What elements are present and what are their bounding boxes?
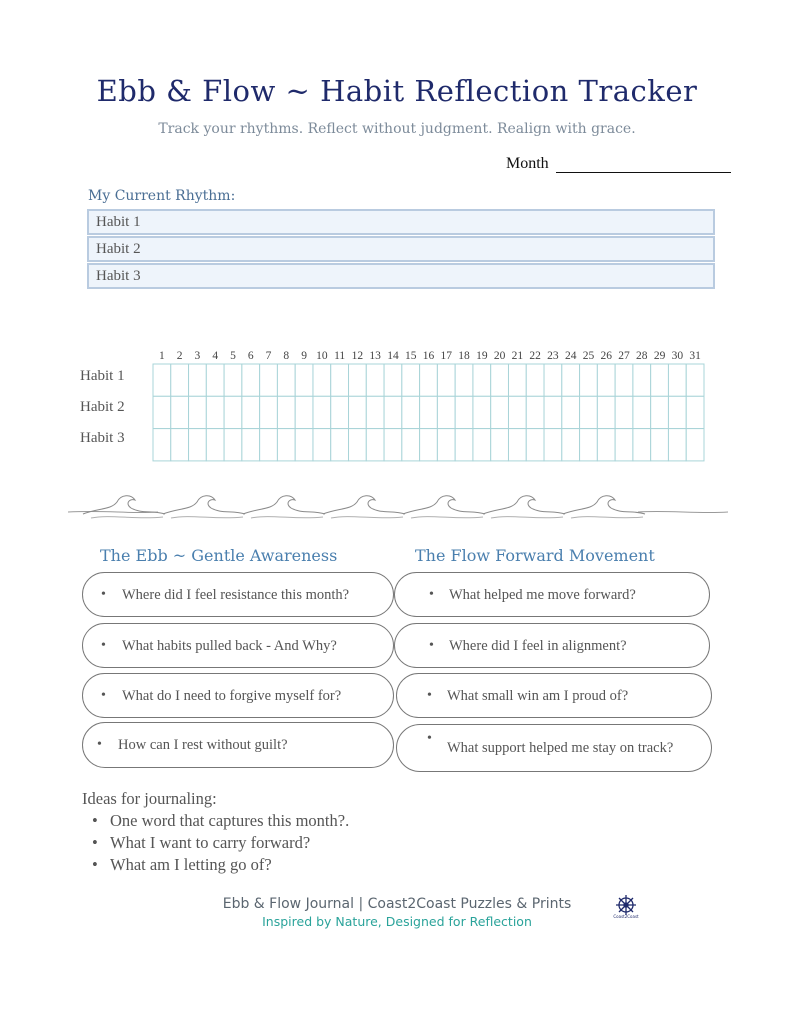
tracker-cell[interactable] xyxy=(153,429,171,461)
day-number: 22 xyxy=(529,350,541,362)
wave-shape xyxy=(571,517,643,518)
ship-wheel-logo-icon xyxy=(608,893,644,929)
tracker-cell[interactable] xyxy=(313,396,331,428)
tracker-cell[interactable] xyxy=(331,396,349,428)
bullet-icon: • xyxy=(101,687,106,703)
bullet-icon: • xyxy=(97,737,102,752)
ebb-prompt-text: What do I need to forgive myself for? xyxy=(122,687,342,704)
tracker-cell[interactable] xyxy=(491,364,509,396)
day-number: 9 xyxy=(301,350,307,362)
tracker-cell[interactable] xyxy=(224,364,242,396)
day-number: 26 xyxy=(600,350,612,362)
day-number: 8 xyxy=(283,350,290,362)
tracker-cell[interactable] xyxy=(331,429,349,461)
wave-shape xyxy=(331,517,403,518)
tracker-cell[interactable] xyxy=(526,396,544,428)
idea-item xyxy=(92,811,349,831)
day-number: 12 xyxy=(351,350,364,362)
tracker-cell[interactable] xyxy=(366,429,384,461)
wave-shape xyxy=(563,496,645,514)
tracker-cell[interactable] xyxy=(277,364,295,396)
day-number: 1 xyxy=(159,350,165,362)
tracker-cell[interactable] xyxy=(189,396,207,428)
idea-item xyxy=(92,833,310,853)
day-number: 4 xyxy=(212,350,219,362)
tracker-cell[interactable] xyxy=(260,429,278,461)
bullet-icon: • xyxy=(427,687,432,703)
tracker-cell[interactable] xyxy=(313,364,331,396)
tracker-cell[interactable] xyxy=(597,396,615,428)
tracker-cell[interactable] xyxy=(580,396,598,428)
wave-shape xyxy=(491,517,563,518)
tracker-cell[interactable] xyxy=(420,396,438,428)
tracker-cell[interactable] xyxy=(526,429,544,461)
idea-text: What am I letting go of? xyxy=(110,855,272,874)
bullet-icon: • xyxy=(101,586,106,602)
tracker-cell[interactable] xyxy=(384,364,402,396)
tracker-cell[interactable] xyxy=(171,396,189,428)
wave-shape xyxy=(91,517,163,518)
tracker-cell[interactable] xyxy=(260,396,278,428)
habit-field-1[interactable]: Habit 1 xyxy=(87,209,715,235)
tracker-cell[interactable] xyxy=(562,396,580,428)
tracker-cell[interactable] xyxy=(544,429,562,461)
tracker-cell[interactable] xyxy=(615,396,633,428)
tracker-row-label: Habit 1 xyxy=(80,368,125,384)
day-number: 21 xyxy=(511,350,524,362)
footer-tagline: Inspired by Nature, Designed for Reflection xyxy=(262,914,532,929)
day-number: 16 xyxy=(422,350,435,362)
tracker-cell[interactable] xyxy=(651,429,669,461)
tracker-cell[interactable] xyxy=(491,396,509,428)
tracker-cell[interactable] xyxy=(295,396,313,428)
tracker-cell[interactable] xyxy=(402,396,420,428)
tracker-cell[interactable] xyxy=(455,429,473,461)
day-number: 14 xyxy=(387,350,399,362)
tracker-cell[interactable] xyxy=(420,429,438,461)
tracker-cell[interactable] xyxy=(526,364,544,396)
tracker-cell[interactable] xyxy=(153,396,171,428)
tracker-cell[interactable] xyxy=(544,396,562,428)
footer-brand: Ebb & Flow Journal | Coast2Coast Puzzles & Prints xyxy=(222,896,572,912)
tracker-cell[interactable] xyxy=(402,364,420,396)
month-label: Month xyxy=(506,155,549,172)
tracker-cell[interactable] xyxy=(615,364,633,396)
tracker-cell[interactable] xyxy=(508,429,526,461)
tracker-cell[interactable] xyxy=(473,396,491,428)
tracker-cell[interactable] xyxy=(349,429,367,461)
wave-shape xyxy=(171,517,243,518)
tracker-cell[interactable] xyxy=(242,364,260,396)
day-number: 6 xyxy=(247,350,254,362)
tracker-cell[interactable] xyxy=(651,364,669,396)
tracker-cell[interactable] xyxy=(384,396,402,428)
tracker-cell[interactable] xyxy=(633,364,651,396)
tracker-cell[interactable] xyxy=(277,429,295,461)
tracker-cell[interactable] xyxy=(615,429,633,461)
tracker-cell[interactable] xyxy=(242,396,260,428)
wave-shape xyxy=(251,517,323,518)
tracker-cell[interactable] xyxy=(633,396,651,428)
tracker-cell[interactable] xyxy=(455,396,473,428)
ebb-prompt-text: How can I rest without guilt? xyxy=(118,737,288,753)
day-number: 7 xyxy=(265,350,272,362)
day-number: 13 xyxy=(369,350,381,362)
day-number: 17 xyxy=(440,350,453,362)
tracker-cell[interactable] xyxy=(580,429,598,461)
tracker-cell[interactable] xyxy=(562,364,580,396)
habit-field-3[interactable]: Habit 3 xyxy=(87,263,715,289)
bullet-icon: • xyxy=(92,855,98,874)
flow-prompt-text: What small win am I proud of? xyxy=(447,687,629,704)
wave-shape xyxy=(411,517,483,518)
tracker-cell[interactable] xyxy=(420,364,438,396)
tracker-cell[interactable] xyxy=(260,364,278,396)
day-number: 24 xyxy=(564,350,577,362)
day-number: 10 xyxy=(316,350,328,362)
flow-prompt[interactable] xyxy=(396,673,712,718)
tracker-cell[interactable] xyxy=(331,364,349,396)
flow-prompt-text: Where did I feel in alignment? xyxy=(449,637,627,654)
wave-shape xyxy=(483,496,565,514)
day-number: 15 xyxy=(404,350,417,362)
idea-item xyxy=(92,855,272,875)
tracker-cell[interactable] xyxy=(544,364,562,396)
tracker-cell[interactable] xyxy=(437,396,455,428)
tracker-cell[interactable] xyxy=(349,364,367,396)
tracker-cell[interactable] xyxy=(491,429,509,461)
tracker-cell[interactable] xyxy=(349,396,367,428)
tracker-cell[interactable] xyxy=(295,429,313,461)
tracker-cell[interactable] xyxy=(580,364,598,396)
tracker-cell[interactable] xyxy=(668,429,686,461)
day-number: 29 xyxy=(653,350,666,362)
wave-shape xyxy=(323,496,405,514)
bullet-icon: • xyxy=(92,811,98,830)
page-title: Ebb & Flow ~ Habit Reflection Tracker xyxy=(96,74,698,108)
day-number: 3 xyxy=(194,350,201,362)
page-subtitle: Track your rhythms. Reflect without judgment. Realign with grace. xyxy=(158,121,636,137)
tracker-row-label: Habit 2 xyxy=(80,399,125,415)
tracker-cell[interactable] xyxy=(206,396,224,428)
tracker-cell[interactable] xyxy=(242,429,260,461)
tracker-cell[interactable] xyxy=(508,396,526,428)
bullet-icon: • xyxy=(427,731,432,746)
month-field[interactable] xyxy=(556,172,731,173)
ebb-prompt[interactable] xyxy=(82,722,394,768)
bullet-icon: • xyxy=(92,833,98,852)
day-number: 28 xyxy=(636,350,648,362)
tracker-cell[interactable] xyxy=(189,364,207,396)
wave-shape xyxy=(403,496,485,514)
ideas-heading: Ideas for journaling: xyxy=(82,789,217,808)
habit-field-2[interactable]: Habit 2 xyxy=(87,236,715,262)
tracker-cell[interactable] xyxy=(686,364,704,396)
ebb-prompt[interactable] xyxy=(82,673,394,718)
flow-heading: The Flow Forward Movement xyxy=(415,546,655,565)
tracker-cell[interactable] xyxy=(668,396,686,428)
tracker-cell[interactable] xyxy=(473,429,491,461)
flow-prompt[interactable] xyxy=(394,623,710,668)
tracker-cell[interactable] xyxy=(366,396,384,428)
bullet-icon: • xyxy=(101,637,106,653)
tracker-cell[interactable] xyxy=(633,429,651,461)
tracker-cell[interactable] xyxy=(313,429,331,461)
tracker-cell[interactable] xyxy=(206,429,224,461)
tracker-cell[interactable] xyxy=(651,396,669,428)
logo-text: Coast2Coast xyxy=(613,914,639,919)
tracker-cell[interactable] xyxy=(455,364,473,396)
tracker-cell[interactable] xyxy=(437,429,455,461)
bullet-icon: • xyxy=(429,637,434,653)
tracker-cell[interactable] xyxy=(366,364,384,396)
tracker-cell[interactable] xyxy=(668,364,686,396)
tracker-cell[interactable] xyxy=(686,429,704,461)
current-rhythm-label: My Current Rhythm: xyxy=(88,188,236,204)
flow-prompt-text: What support helped me stay on track? xyxy=(447,740,674,756)
wave-divider xyxy=(68,488,728,524)
tracker-cell[interactable] xyxy=(384,429,402,461)
ebb-prompt[interactable] xyxy=(82,623,394,668)
wave-shape xyxy=(163,496,245,514)
day-number: 20 xyxy=(493,350,506,362)
day-number: 19 xyxy=(476,350,488,362)
tracker-cell[interactable] xyxy=(153,364,171,396)
wave-shape xyxy=(243,496,325,514)
idea-text: One word that captures this month?. xyxy=(110,811,350,830)
ebb-prompt-text: What habits pulled back - And Why? xyxy=(122,637,337,654)
tracker-cell[interactable] xyxy=(597,364,615,396)
tracker-cell[interactable] xyxy=(224,396,242,428)
bullet-icon: • xyxy=(429,586,434,602)
tracker-cell[interactable] xyxy=(295,364,313,396)
tracker-row-label: Habit 3 xyxy=(80,430,125,446)
tracker-cell[interactable] xyxy=(473,364,491,396)
tracker-cell[interactable] xyxy=(437,364,455,396)
day-number: 23 xyxy=(547,350,559,362)
day-number: 2 xyxy=(176,350,183,362)
day-number: 27 xyxy=(618,350,630,362)
tracker-cell[interactable] xyxy=(562,429,580,461)
day-number: 18 xyxy=(458,350,470,362)
flow-prompt-text: What helped me move forward? xyxy=(449,586,636,603)
tracker-cell[interactable] xyxy=(277,396,295,428)
tracker-cell[interactable] xyxy=(402,429,420,461)
habit-tracker-grid xyxy=(0,340,794,465)
day-number: 11 xyxy=(334,350,346,362)
ebb-prompt-text: Where did I feel resistance this month? xyxy=(122,586,350,603)
tracker-cell[interactable] xyxy=(686,396,704,428)
ebb-prompt[interactable] xyxy=(82,572,394,617)
tracker-cell[interactable] xyxy=(508,364,526,396)
flow-prompt[interactable] xyxy=(394,572,710,617)
tracker-cell[interactable] xyxy=(171,364,189,396)
tracker-cell[interactable] xyxy=(224,429,242,461)
idea-text: What I want to carry forward? xyxy=(110,833,311,852)
tracker-cell[interactable] xyxy=(171,429,189,461)
day-number: 31 xyxy=(689,350,701,362)
tracker-cell[interactable] xyxy=(597,429,615,461)
flow-prompt[interactable] xyxy=(396,724,712,772)
day-number: 30 xyxy=(671,350,684,362)
tracker-cell[interactable] xyxy=(206,364,224,396)
day-number: 5 xyxy=(230,350,236,362)
day-number: 25 xyxy=(582,350,595,362)
ebb-heading: The Ebb ~ Gentle Awareness xyxy=(100,546,338,565)
tracker-cell[interactable] xyxy=(189,429,207,461)
